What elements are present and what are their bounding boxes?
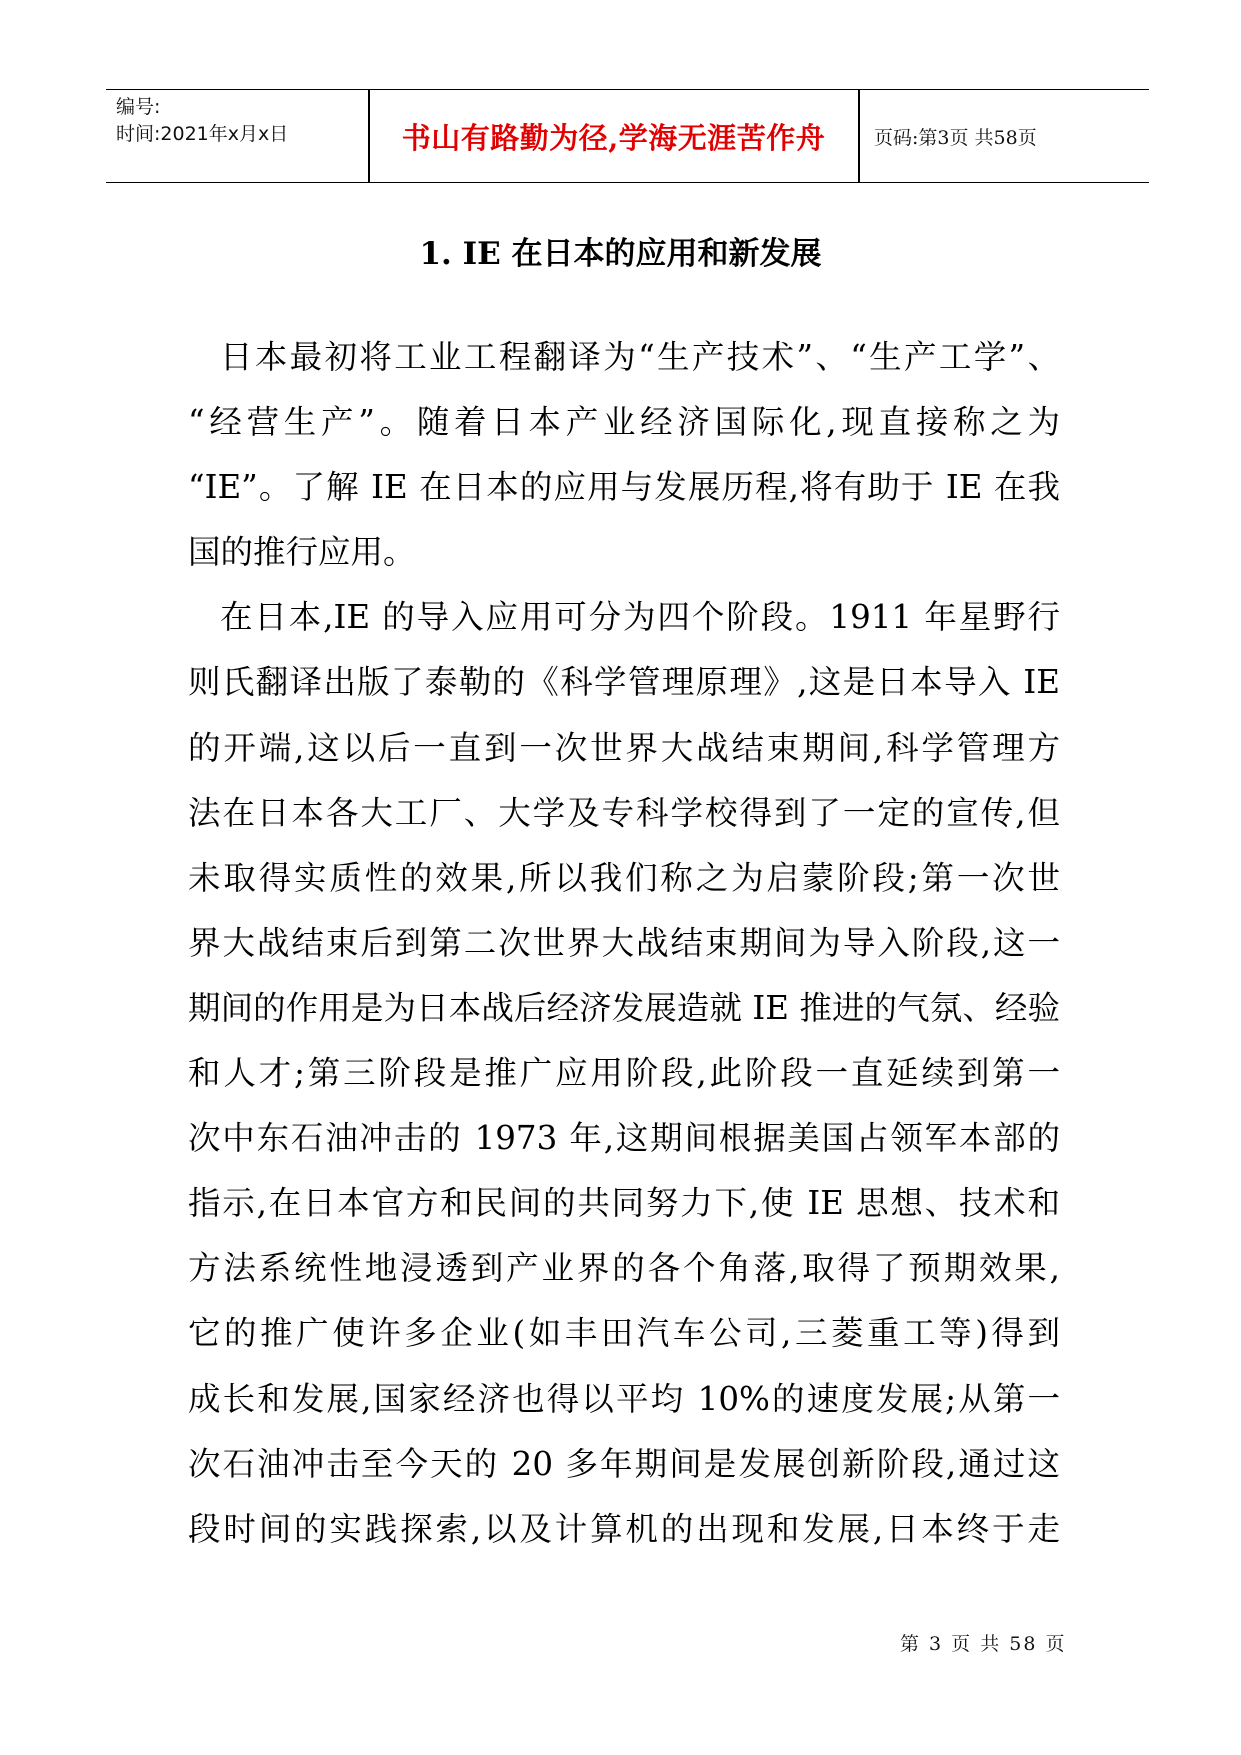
text-line: 法在日本各大工厂、大学及专科学校得到了一定的宣传,但 [188, 793, 1060, 832]
text-line: “经营生产”。随着日本产业经济国际化,现直接称之为 [188, 403, 1060, 442]
page-footer: 第 3 页 共 58 页 [900, 1633, 1067, 1655]
text-line: 则氏翻译出版了泰勒的《科学管理原理》,这是日本导入 IE [188, 663, 1060, 702]
text-line: 界大战结束后到第二次世界大战结束期间为导入阶段,这一 [188, 923, 1060, 962]
text-line: 段时间的实践探索,以及计算机的出现和发展,日本终于走 [188, 1509, 1060, 1548]
text-line: 的开端,这以后一直到一次世界大战结束期间,科学管理方 [188, 728, 1060, 767]
header-divider-right [858, 90, 860, 182]
document-time-label: 时间:2021年x月x日 [116, 123, 289, 145]
text-line: 未取得实质性的效果,所以我们称之为启蒙阶段;第一次世 [188, 858, 1060, 897]
header-page-info: 页码:第3页 共58页 [874, 127, 1037, 149]
text-line: 指示,在日本官方和民间的共同努力下,使 IE 思想、技术和 [188, 1184, 1060, 1223]
text-line: 它的推广使许多企业(如丰田汽车公司,三菱重工等)得到 [188, 1314, 1060, 1353]
text-line: 和人才;第三阶段是推广应用阶段,此阶段一直延续到第一 [188, 1054, 1060, 1093]
header-motto: 书山有路勤为径,学海无涯苦作舟 [401, 121, 826, 155]
body-text [188, 325, 1060, 1562]
header-meta [116, 94, 288, 148]
text-line: “IE”。了解 IE 在日本的应用与发展历程,将有助于 IE 在我 [188, 468, 1060, 507]
document-number-label: 编号: [116, 96, 161, 118]
page-header [106, 89, 1149, 183]
text-line: 成长和发展,国家经济也得以平均 10%的速度发展;从第一 [188, 1379, 1060, 1418]
text-line: 次石油冲击至今天的 20 多年期间是发展创新阶段,通过这 [188, 1444, 1060, 1483]
text-line: 在日本,IE 的导入应用可分为四个阶段。1911 年星野行 [220, 598, 1060, 637]
text-line: 日本最初将工业工程翻译为“生产技术”、“生产工学”、 [220, 338, 1060, 376]
text-line: 国的推行应用。 [188, 533, 416, 572]
text-line: 方法系统性地浸透到产业界的各个角落,取得了预期效果, [188, 1249, 1060, 1288]
section-title: 1. IE 在日本的应用和新发展 [419, 236, 822, 272]
text-line: 期间的作用是为日本战后经济发展造就 IE 推进的气氛、经验 [188, 988, 1060, 1027]
text-line: 次中东石油冲击的 1973 年,这期间根据美国占领军本部的 [188, 1119, 1060, 1158]
